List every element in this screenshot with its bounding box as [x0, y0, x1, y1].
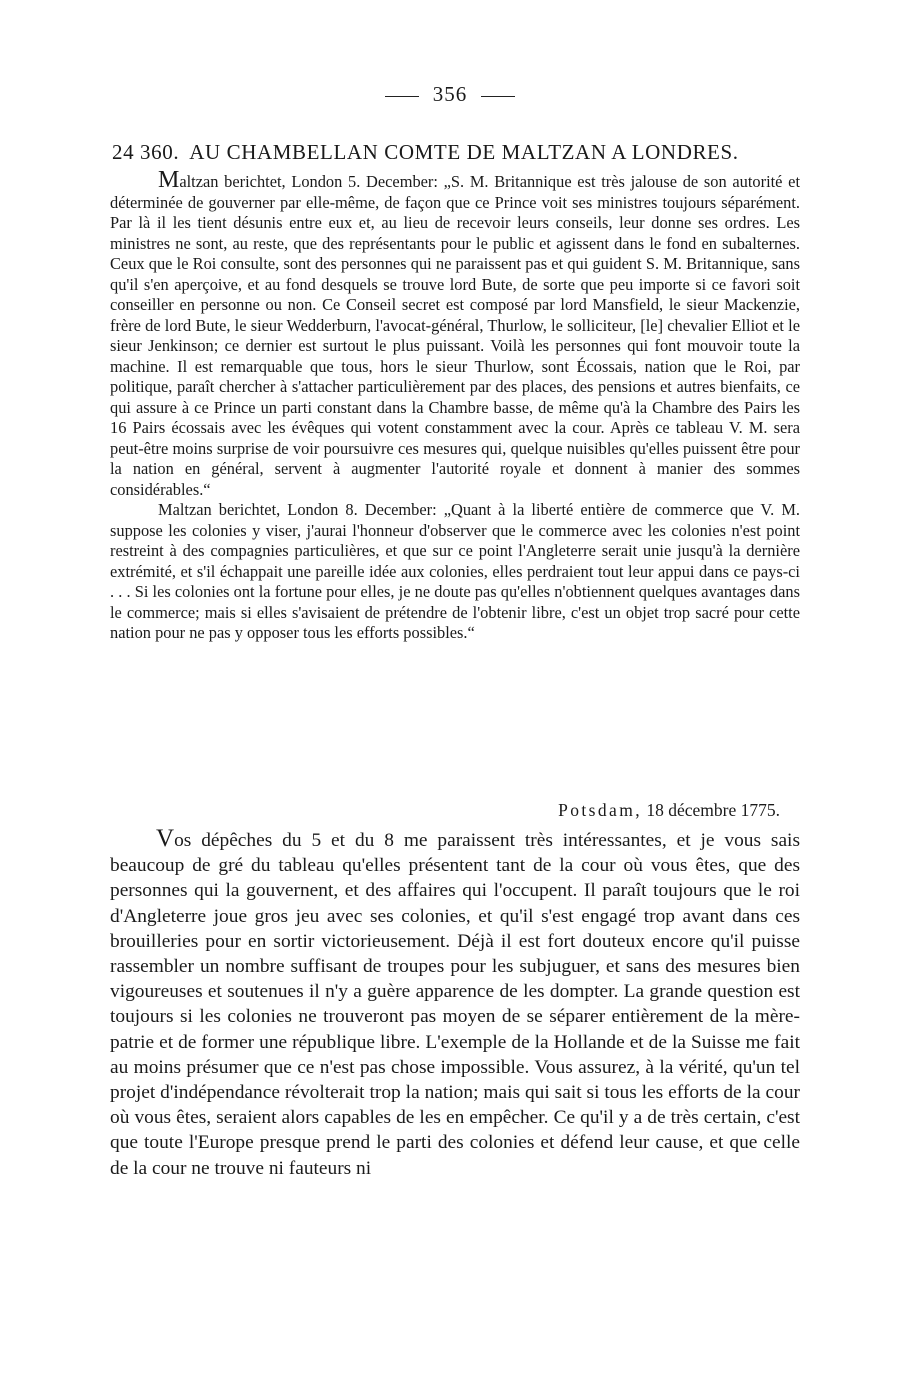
report-excerpt	[110, 167, 800, 644]
letter-title: AU CHAMBELLAN COMTE DE MALTZAN A LONDRES.	[189, 140, 739, 164]
dateline-date: 18 décembre 1775.	[646, 800, 780, 820]
page-number	[0, 82, 900, 107]
letter-heading	[112, 140, 802, 165]
letter-body	[110, 825, 800, 1181]
letter-paragraph-text: os dépêches du 5 et du 8 me paraissent très intéressantes, et je vous sais beaucoup de gré du tableau qu'elles présentent tant de la cour où vous êtes, que des personnes qui la gouvernent, et des affaires qui l'occupent. Il paraît toujours que le roi d'Angleterre joue gros jeu avec ses colonies, et qu'il s'est engagé trop avant dans ces brouilleries pour en sortir victorieusement. Déjà il est fort douteux encore qu'il puisse rassembler un nombre suffisant de troupes pour les subjuguer, et sans des mesures bien vigoureuses et soutenues il n'y a guère apparence de les dompter. La grande question est toujours si les colonies ne trouveront pas moyen de se séparer entièrement de la mère-patrie et de former une république libre. L'exemple de la Hollande et de la Suisse me fait au moins présumer que ce n'est pas chose impossible. Vous assurez, à la vérité, qu'un tel projet d'indépendance révolterait trop la nation; mais qui sait si tous les efforts de la cour où vous êtes, seraient alors capables de les en empêcher. Ce qu'il y a de très certain, c'est que toute l'Europe presque prend le parti des colonies et défend leur cause, et que celle de la cour ne trouve ni fauteurs ni	[110, 830, 800, 1179]
drop-initial: M	[158, 167, 180, 193]
report-paragraph	[110, 167, 800, 500]
dateline-place: Potsdam,	[558, 800, 642, 820]
page-number-text: 356	[432, 82, 468, 106]
divider	[385, 96, 419, 97]
report-paragraph: Maltzan berichtet, London 8. December: „Quant à la liberté entière de commerce que V. M. suppose les colonies y viser, j'aurai l'honneur d'observer que le commerce avec les colonies n'est point restreint à des compagnies particulières, et que sur ce point l'Angleterre serait unie jusqu'à la dernière extrémité, et s'il échappait une pareille idée aux colonies, elles perdraient tout leur appui dans ce pays-ci . . . Si les colonies ont la fortune pour elles, je ne doute pas qu'elles n'obtiennent quelques avantages dans le commerce; mais si elles s'avisaient de prétendre de l'obtenir libre, c'est un objet trop sacré pour cette nation pour ne pas y opposer tous les efforts possibles.“	[110, 500, 800, 642]
letter-number: 24 360.	[112, 140, 180, 164]
drop-initial: V	[156, 825, 175, 852]
letter-paragraph	[110, 825, 800, 1181]
dateline	[558, 800, 780, 821]
report-paragraph-text: altzan berichtet, London 5. December: „S. M. Britannique est très jalouse de son autorité et déterminée de gouverner par elle-même, de façon que ce Prince voit ses ministres toujours séparément. Par là il les tient désunis entre eux et, au lieu de recevoir leurs conseils, leur donne ses ordres. Les ministres ne sont, au reste, que des représentants pour le public et agissent dans le fond en subalternes. Ceux que le Roi consulte, sont des personnes qui ne paraissent pas et qui guident S. M. Britannique, sans qu'il s'en aperçoive, et au fond desquels se trouve lord Bute, de sorte que peu importe si ce favori soit conseiller en personne ou non. Ce Conseil secret est composé par lord Mansfield, le sieur Mackenzie, frère de lord Bute, le sieur Wedderburn, l'avocat-général, Thurlow, le solliciteur, [le] chevalier Elliot et le sieur Jenkinson; ce dernier est surtout le plus puissant. Voilà les personnes qui font mouvoir toute la machine. Il est remarquable que tous, hors le sieur Thurlow, sont Écossais, nation que le Roi, par politique, paraît chercher à s'attacher particulièrement par des places, des pensions et autres bienfaits, ce qui assure à ce Prince un parti constant dans la Chambre basse, de même qu'à la Chambre des Pairs les 16 Pairs écossais avec les évêques qui votent constamment avec la cour. Après ce tableau V. M. sera peut-être moins surprise de voir poursuivre ces mesures qui, quelque nuisibles qu'elles puissent être pour la nation en général, servent à augmenter l'autorité royale et donnent à manier des sommes considérables.“	[110, 172, 800, 499]
divider	[481, 96, 515, 97]
